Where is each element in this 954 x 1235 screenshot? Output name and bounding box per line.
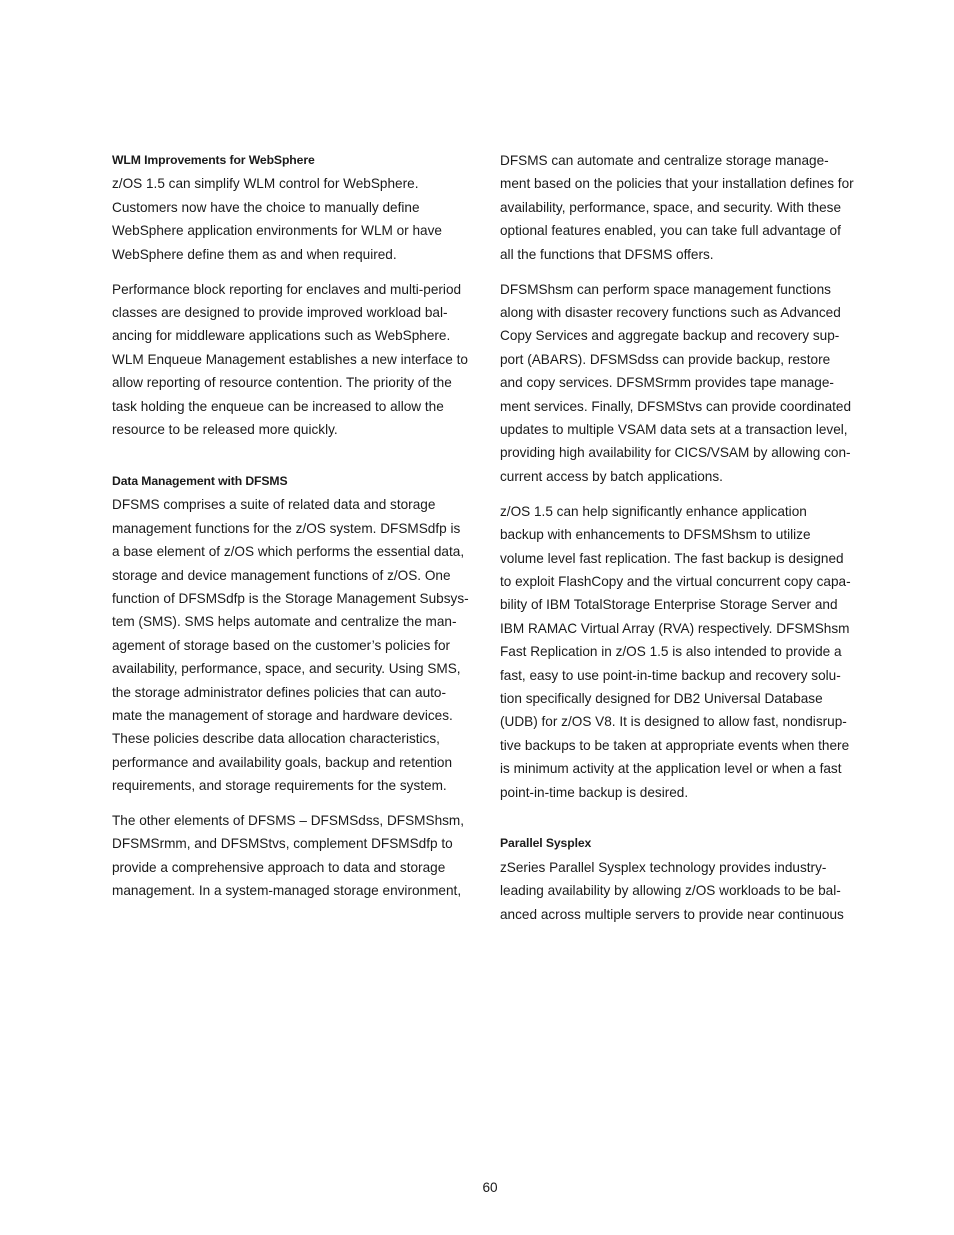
text-line: storage and device management functions of z/OS. One [112, 567, 451, 583]
text-line: leading availability by allowing z/OS workloads to be bal- [500, 883, 841, 899]
text-line: point-in-time backup is desired. [500, 784, 689, 800]
section [112, 149, 484, 441]
text-line: all the functions that DFSMS offers. [500, 246, 714, 262]
text-line: bility of IBM TotalStorage Enterprise Storage Server and [500, 597, 838, 613]
text-line: WebSphere define them as and when required. [112, 246, 397, 262]
text-line: ment services. Finally, DFSMStvs can provide coordinated [500, 398, 852, 414]
text-line: along with disaster recovery functions such as Advanced [500, 304, 841, 320]
text-line: availability, performance, space, and security. With these [500, 199, 842, 215]
text-line: DFSMS can automate and centralize storage manage- [500, 153, 829, 168]
paragraph [500, 856, 874, 926]
text-line: ment based on the policies that your installation defines for [500, 176, 854, 192]
text-line: current access by batch applications. [500, 468, 723, 484]
text-line: is minimum activity at the application level or when a fast [500, 761, 842, 777]
text-line: allow reporting of resource contention. The priority of the [112, 375, 452, 391]
text-line: z/OS 1.5 can simplify WLM control for WebSphere. [112, 176, 419, 192]
text-line: (UDB) for z/OS V8. It is designed to allow fast, nondisrup- [500, 714, 847, 730]
paragraph [112, 493, 484, 797]
paragraph [112, 278, 484, 442]
text-line: zSeries Parallel Sysplex technology provides industry- [500, 859, 827, 875]
text-line: backup with enhancements to DFSMShsm to utilize [500, 527, 811, 543]
text-line: a base element of z/OS which performs the essential data, [112, 544, 465, 560]
text-line: availability, performance, space, and security. Using SMS, [112, 661, 461, 677]
right-column [500, 149, 874, 938]
text-line: Fast Replication in z/OS 1.5 is also intended to provide a [500, 644, 842, 660]
text-line: port (ABARS). DFSMSdss can provide backup, restore [500, 351, 831, 367]
text-line: agement of storage based on the customer’s policies for [112, 637, 451, 653]
section [112, 470, 484, 903]
section-heading: WLM Improvements for WebSphere [112, 153, 315, 167]
text-line: Customers now have the choice to manually define [112, 199, 420, 215]
text-line: DFSMShsm can perform space management functions [500, 281, 831, 297]
text-line: and copy services. DFSMSrmm provides tape manage- [500, 375, 834, 391]
page-number: 60 [482, 1180, 498, 1195]
text-line: requirements, and storage requirements for the system. [112, 778, 447, 794]
text-line: providing high availability for CICS/VSAM by allowing con- [500, 445, 851, 461]
text-line: classes are designed to provide improved workload bal- [112, 304, 448, 320]
text-line: task holding the enqueue can be increased to allow the [112, 398, 444, 414]
text-line: The other elements of DFSMS – DFSMSdss, DFSMShsm, [112, 813, 465, 829]
left-column [112, 149, 484, 914]
paragraph [112, 172, 484, 266]
section [500, 149, 874, 804]
text-line: ancing for middleware applications such as WebSphere. [112, 328, 451, 344]
paragraph [500, 500, 874, 804]
text-line: fast, easy to use point-in-time backup and recovery solu- [500, 667, 841, 683]
text-line: provide a comprehensive approach to data and storage [112, 859, 446, 875]
text-line: Copy Services and aggregate backup and recovery sup- [500, 328, 840, 344]
text-line: These policies describe data allocation characteristics, [112, 731, 440, 747]
text-line: to exploit FlashCopy and the virtual concurrent copy capa- [500, 573, 851, 589]
text-line: anced across multiple servers to provide near continuous [500, 906, 844, 922]
text-line: management functions for the z/OS system. DFSMSdfp is [112, 520, 461, 536]
text-line: DFSMS comprises a suite of related data and storage [112, 497, 436, 513]
text-line: WLM Enqueue Management establishes a new interface to [112, 351, 468, 367]
text-line: WebSphere application environments for WLM or have [112, 223, 442, 239]
text-line: management. In a system-managed storage environment, [112, 883, 462, 899]
text-line: Performance block reporting for enclaves and multi-period [112, 281, 462, 297]
text-line: resource to be released more quickly. [112, 421, 338, 437]
text-line: the storage administrator defines policies that can auto- [112, 684, 446, 700]
text-line: tion specifically designed for DB2 Universal Database [500, 690, 823, 706]
paragraph [500, 149, 874, 266]
section [500, 832, 874, 926]
section-heading: Data Management with DFSMS [112, 473, 288, 488]
text-line: mate the management of storage and hardware devices. [112, 707, 453, 723]
text-line: volume level fast replication. The fast backup is designed [500, 550, 844, 566]
paragraph [112, 809, 484, 903]
paragraph [500, 278, 874, 489]
text-line: DFSMSrmm, and DFSMStvs, complement DFSMSdfp to [112, 836, 453, 852]
text-line: IBM RAMAC Virtual Array (RVA) respectively. DFSMShsm [500, 620, 850, 636]
text-line: z/OS 1.5 can help significantly enhance application [500, 503, 807, 519]
text-line: function of DFSMSdfp is the Storage Management Subsys- [112, 590, 469, 606]
text-line: performance and availability goals, backup and retention [112, 754, 453, 770]
text-line: tive backups to be taken at appropriate events when there [500, 737, 850, 753]
text-line: updates to multiple VSAM data sets at a transaction level, [500, 421, 848, 437]
text-line: optional features enabled, you can take full advantage of [500, 223, 841, 239]
text-line: tem (SMS). SMS helps automate and centralize the man- [112, 614, 457, 630]
section-heading: Parallel Sysplex [500, 836, 592, 851]
